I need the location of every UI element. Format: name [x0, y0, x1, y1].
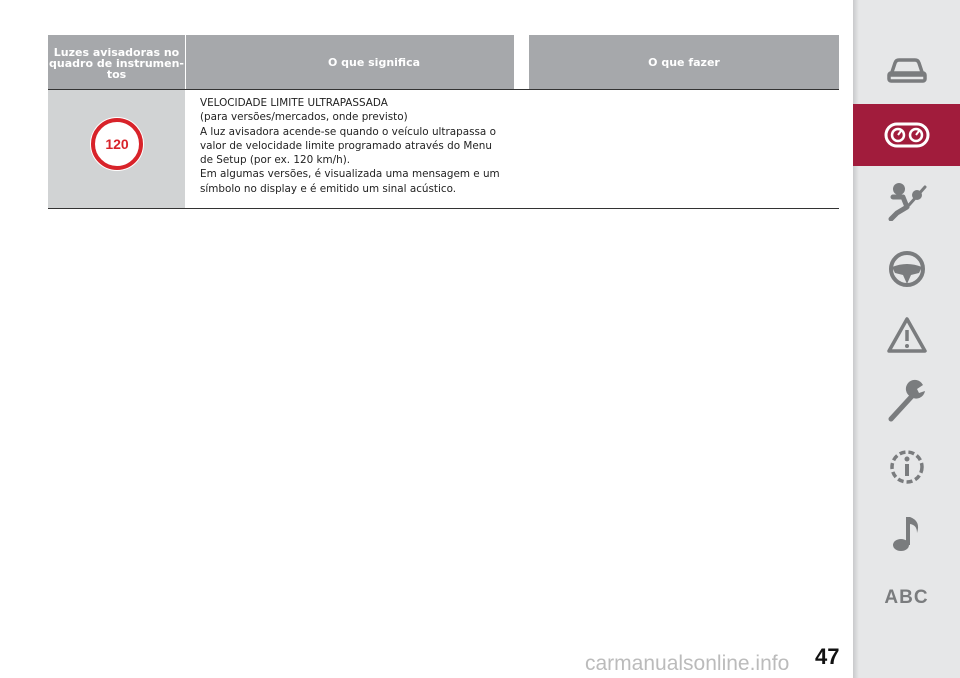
instrument-cluster-icon [884, 121, 930, 149]
speed-limit-value: 120 [105, 136, 129, 152]
meaning-title: VELOCIDADE LIMITE ULTRAPASSADA [200, 97, 388, 109]
sidebar-item-technical-data[interactable] [853, 436, 960, 498]
meaning-line: Em algumas versões, é visualizada uma mensagem e um [200, 168, 500, 181]
sidebar-item-driving[interactable] [853, 238, 960, 300]
sidebar-item-instruments[interactable] [853, 104, 960, 166]
speed-limit-120-icon [89, 116, 145, 172]
header-gap [514, 35, 529, 89]
header-line: Luzes avisadoras no [53, 45, 180, 59]
sidebar-item-maintenance[interactable] [853, 370, 960, 432]
abc-index-icon: ABC [884, 587, 929, 608]
row-divider [48, 208, 839, 209]
car-icon [885, 53, 929, 89]
meaning-line: (para versões/mercados, onde previsto) [200, 111, 408, 124]
header-action: O que fazer [529, 35, 839, 89]
header-warning-lights [48, 35, 185, 89]
sidebar-item-car[interactable] [853, 40, 960, 102]
wrench-icon [885, 379, 929, 423]
meaning-line: A luz avisadora acende-se quando o veículo ultrapassa o [200, 125, 496, 138]
meaning-line: de Setup (por ex. 120 km/h). [200, 154, 351, 167]
meaning-line: valor de velocidade limite programado através do Menu [200, 139, 492, 152]
chapter-sidebar [853, 0, 960, 678]
header-line: tos [106, 67, 127, 81]
music-note-icon [887, 511, 927, 555]
sidebar-item-safety[interactable] [853, 170, 960, 232]
watermark: carmanualsonline.info [585, 652, 790, 675]
page-number: 47 [815, 644, 840, 669]
sidebar-item-index[interactable] [853, 570, 960, 626]
sidebar-item-multimedia[interactable] [853, 502, 960, 564]
meaning-line: símbolo no display e é emitido um sinal acústico. [200, 182, 457, 195]
gear-info-icon [885, 445, 929, 489]
meaning-cell [200, 96, 520, 196]
header-line: quadro de instrumen- [49, 56, 184, 70]
icon-cell [48, 90, 185, 208]
airbag-passenger-icon [885, 181, 929, 221]
header-meaning: O que significa [186, 35, 562, 89]
sidebar-item-emergency[interactable] [853, 304, 960, 366]
warning-triangle-icon [885, 315, 929, 355]
steering-wheel-icon [887, 249, 927, 289]
